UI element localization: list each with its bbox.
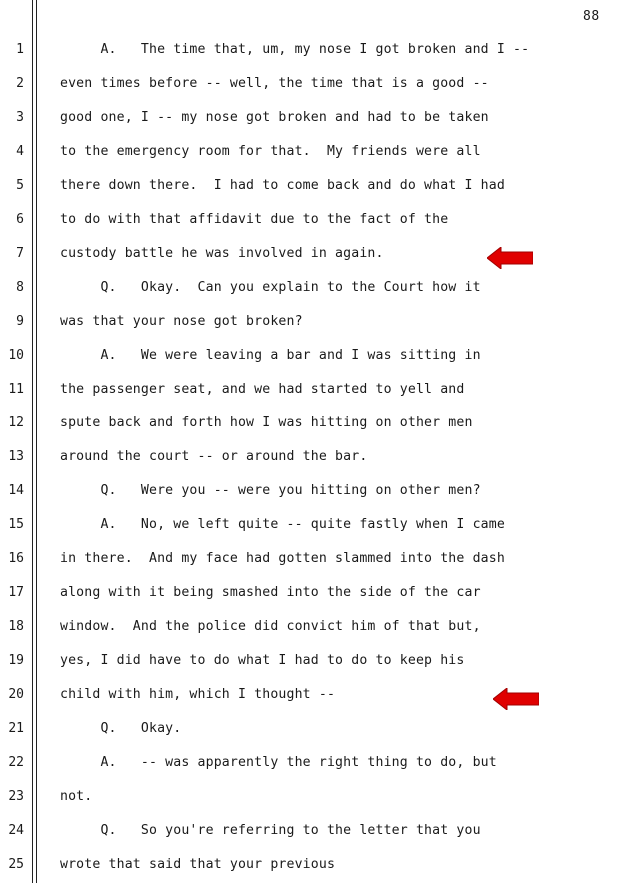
transcript-line: wrote that said that your previous [60, 857, 336, 872]
transcript-line: was that your nose got broken? [60, 314, 303, 329]
line-number: 24 [8, 823, 24, 838]
transcript-line: good one, I -- my nose got broken and had to be taken [60, 110, 489, 125]
line-number: 10 [8, 348, 24, 363]
line-number: 17 [8, 585, 24, 600]
page-number: 88 [583, 9, 600, 24]
line-number: 13 [8, 449, 24, 464]
line-number: 7 [16, 246, 24, 261]
line-number: 2 [16, 76, 24, 91]
transcript-line: window. And the police did convict him of that but, [60, 619, 481, 634]
transcript-line: A. No, we left quite -- quite fastly when I came [60, 517, 505, 532]
transcript-line: A. We were leaving a bar and I was sitting in [60, 348, 481, 363]
transcript-line: the passenger seat, and we had started to yell and [60, 382, 465, 397]
line-number: 8 [16, 280, 24, 295]
line-number: 21 [8, 721, 24, 736]
transcript-line: Q. So you're referring to the letter that you [60, 823, 481, 838]
transcript-line: Q. Okay. [60, 721, 182, 736]
line-number: 9 [16, 314, 24, 329]
margin-rule-left-outer [32, 0, 33, 883]
transcript-line: to do with that affidavit due to the fact of the [60, 212, 449, 227]
line-number: 15 [8, 517, 24, 532]
line-number: 16 [8, 551, 24, 566]
red-arrow-icon [487, 247, 533, 269]
transcript-line: Q. Okay. Can you explain to the Court how it [60, 280, 481, 295]
transcript-line: child with him, which I thought -- [60, 687, 336, 702]
line-number: 6 [16, 212, 24, 227]
line-number: 11 [8, 382, 24, 397]
line-number: 25 [8, 857, 24, 872]
transcript-line: to the emergency room for that. My friends were all [60, 144, 481, 159]
line-number: 22 [8, 755, 24, 770]
line-number: 20 [8, 687, 24, 702]
margin-rule-left-inner [36, 0, 37, 883]
transcript-line: along with it being smashed into the side of the car [60, 585, 481, 600]
transcript-line: around the court -- or around the bar. [60, 449, 368, 464]
line-number: 4 [16, 144, 24, 159]
line-number: 14 [8, 483, 24, 498]
line-number: 3 [16, 110, 24, 125]
line-number: 1 [16, 42, 24, 57]
line-number: 19 [8, 653, 24, 668]
red-arrow-icon [493, 688, 539, 710]
line-number: 23 [8, 789, 24, 804]
transcript-line: Q. Were you -- were you hitting on other men? [60, 483, 481, 498]
transcript-line: yes, I did have to do what I had to do to keep his [60, 653, 465, 668]
transcript-line: in there. And my face had gotten slammed into the dash [60, 551, 505, 566]
transcript-line: custody battle he was involved in again. [60, 246, 384, 261]
line-number: 5 [16, 178, 24, 193]
line-number: 12 [8, 415, 24, 430]
transcript-line: A. -- was apparently the right thing to do, but [60, 755, 497, 770]
transcript-line: spute back and forth how I was hitting on other men [60, 415, 473, 430]
transcript-line: A. The time that, um, my nose I got broken and I -- [60, 42, 530, 57]
transcript-line: there down there. I had to come back and do what I had [60, 178, 505, 193]
transcript-line: not. [60, 789, 93, 804]
line-number: 18 [8, 619, 24, 634]
transcript-line: even times before -- well, the time that is a good -- [60, 76, 489, 91]
